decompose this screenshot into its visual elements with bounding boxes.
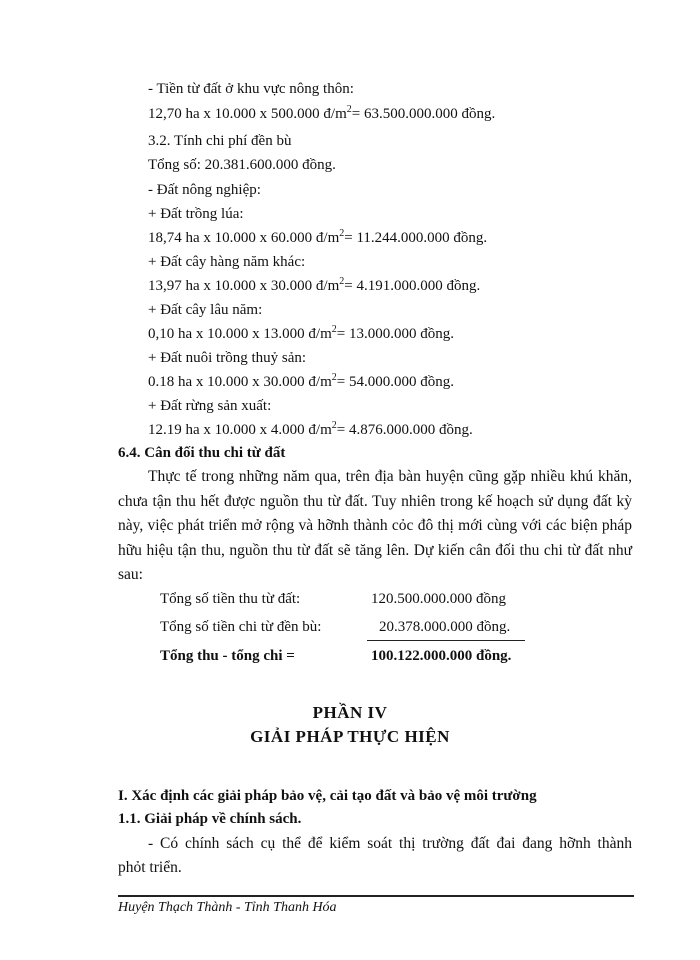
body-paragraph [118,465,632,588]
text-line: + Đất cây lâu năm: [148,302,263,318]
text-line [148,324,454,344]
calc-text: 0,10 ha x 10.000 x 13.000 đ/m [148,326,332,342]
calc-text: 13,97 ha x 10.000 x 30.000 đ/m [148,278,340,294]
text-line [148,420,473,440]
paragraph-text: Thực tế trong những năm qua, trên địa bàn huyện cũng gặp nhiều khú khăn, chưa tận thu hết được nguồn thu từ đất. Tuy nhiên trong kế hoạch sử dụng đất kỳ này, việc phát triển mở rộng và hỡnh thành cỏc đô thị mới cùng với các biện pháp hữu hiệu tận thu, nguồn thu từ đất sẽ tăng lên. Dự kiến cân đối thu chi từ đất như sau: [118,468,632,583]
text-line [148,372,454,392]
text-line: 3.2. Tính chi phí đền bù [148,133,292,149]
page-footer: Huyện Thạch Thành - Tỉnh Thanh Hóa [118,900,337,915]
calc-result: = 4.876.000.000 đồng. [336,422,473,438]
superscript: 2 [331,372,337,383]
text-line [148,228,487,248]
calc-result: = 4.191.000.000 đồng. [344,278,481,294]
calc-text: 12,70 ha x 10.000 x 500.000 đ/m [148,106,347,122]
footer-rule [118,895,634,897]
section-heading: I. Xác định các giải pháp bảo vệ, cải tạo đất và bảo vệ môi trường [118,788,537,804]
part-subtitle: GIẢI PHÁP THỰC HIỆN [250,727,450,746]
text-line: + Đất trồng lúa: [148,206,244,222]
calc-text: 12.19 ha x 10.000 x 4.000 đ/m [148,422,332,438]
calc-text: 0.18 ha x 10.000 x 30.000 đ/m [148,374,332,390]
body-line: - Có chính sách cụ thể để kiểm soát thị trường đất đai đang hỡnh thành [148,835,632,852]
superscript: 2 [339,276,345,287]
part-title: PHẦN IV [312,703,388,722]
balance-value: 20.378.000.000 đồng. [379,619,511,635]
text-line: - Đất nông nghiệp: [148,182,261,198]
balance-total-label: Tổng thu - tổng chi = [160,648,295,664]
superscript: 2 [331,324,337,335]
superscript: 2 [339,228,345,239]
text-line [148,276,480,296]
superscript: 2 [331,420,337,431]
balance-label: Tổng số tiền chi từ đền bù: [160,619,322,635]
balance-total-value: 100.122.000.000 đồng. [371,648,512,664]
superscript: 2 [346,104,352,115]
text-line: Tổng số: 20.381.600.000 đồng. [148,157,336,173]
text-line [148,104,495,124]
balance-value: 120.500.000.000 đồng [371,591,506,607]
calc-result: = 11.244.000.000 đồng. [344,230,488,246]
section-heading: 1.1. Giải pháp về chính sách. [118,811,302,827]
calc-result: = 63.500.000.000 đồng. [351,106,496,122]
body-line: phỏt triển. [118,859,182,876]
text-line: + Đất rừng sản xuất: [148,398,272,414]
text-line: + Đất nuôi trồng thuỷ sản: [148,350,307,366]
calc-text: 18,74 ha x 10.000 x 60.000 đ/m [148,230,340,246]
sum-underline [367,640,525,641]
calc-result: = 13.000.000 đồng. [336,326,454,342]
calc-result: = 54.000.000 đồng. [336,374,454,390]
section-heading: 6.4. Cân đối thu chi từ đất [118,445,286,461]
text-line: - Tiền từ đất ở khu vực nông thôn: [148,81,354,97]
text-line: + Đất cây hàng năm khác: [148,254,306,270]
balance-label: Tổng số tiền thu từ đất: [160,591,301,607]
